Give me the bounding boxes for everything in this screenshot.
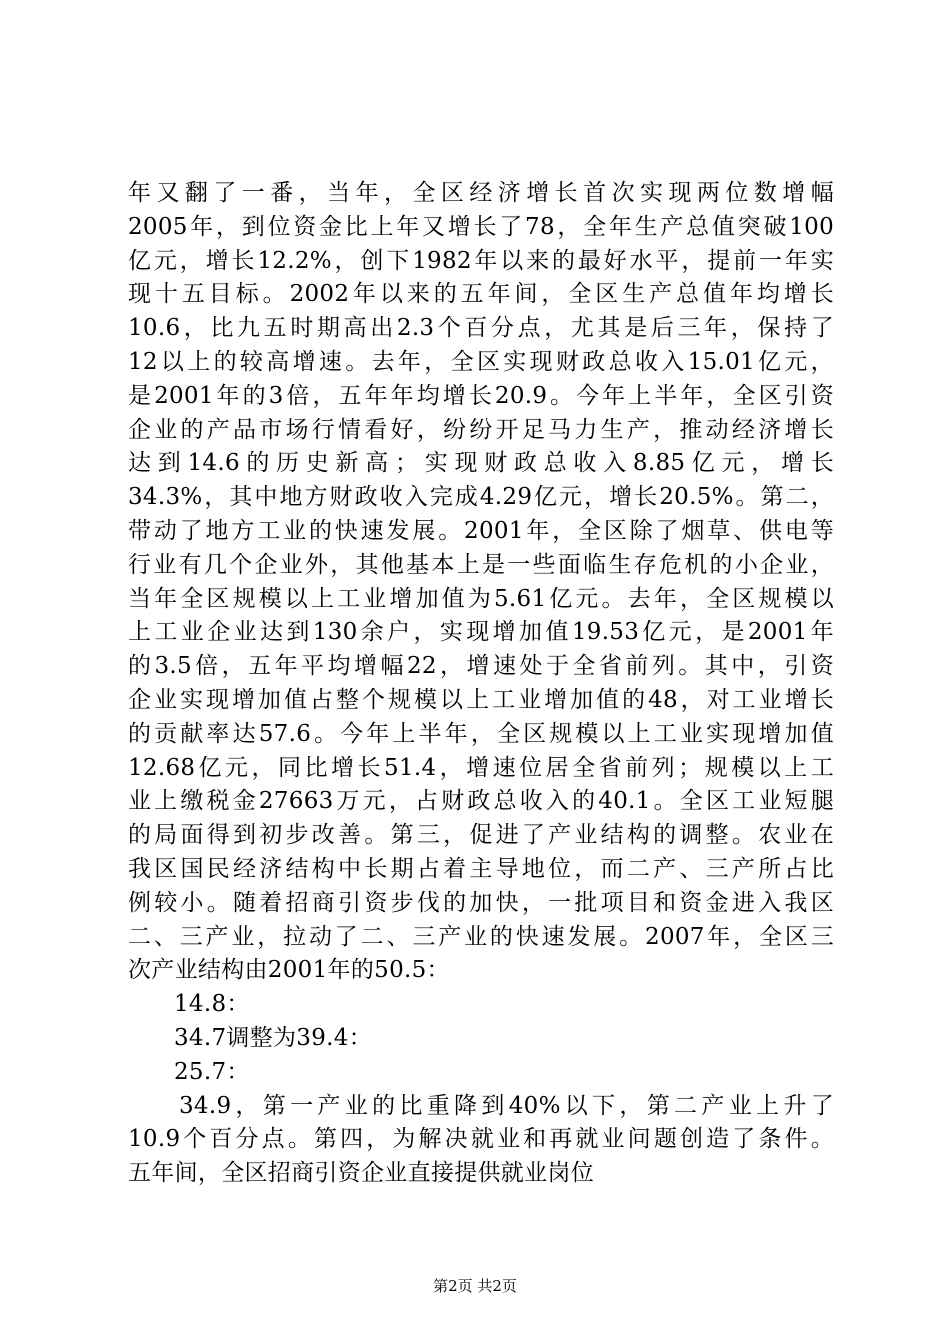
body-text — [128, 177, 834, 1191]
text-line: 带动了地方工业的快速发展。2001年，全区除了烟草、供电等 — [128, 517, 834, 544]
text-line: 上工业企业达到130余户，实现增加值19.53亿元，是2001年 — [128, 619, 834, 646]
text-line: 行业有几个企业外，其他基本上是一些面临生存危机的小企业， — [128, 551, 834, 578]
text-line: 34.9，第一产业的比重降到40%以下，第二产业上升了 — [179, 1092, 834, 1119]
text-line: 当年全区规模以上工业增加值为5.61亿元。去年，全区规模以 — [128, 585, 834, 612]
text-line: 的局面得到初步改善。第三，促进了产业结构的调整。农业在 — [128, 822, 834, 849]
text-line: 我区国民经济结构中长期占着主导地位，而二产、三产所占比 — [128, 855, 834, 882]
text-line: 达到14.6的历史新高；实现财政总收入8.85亿元，增长 — [128, 450, 834, 477]
text-line: 25.7： — [174, 1058, 250, 1085]
text-line: 企业实现增加值占整个规模以上工业增加值的48，对工业增长 — [128, 686, 834, 713]
text-line: 亿元，增长12.2%，创下1982年以来的最好水平，提前一年实 — [128, 247, 834, 274]
text-line: 次产业结构由2001年的50.5： — [128, 957, 450, 984]
text-line: 34.3%，其中地方财政收入完成4.29亿元，增长20.5%。第二， — [128, 484, 834, 511]
text-line: 12以上的较高增速。去年，全区实现财政总收入15.01亿元， — [128, 348, 834, 375]
text-line: 五年间，全区招商引资企业直接提供就业岗位 — [128, 1160, 594, 1187]
text-line: 的贡献率达57.6。今年上半年，全区规模以上工业实现增加值 — [128, 720, 834, 747]
text-line: 10.6，比九五时期高出2.3个百分点，尤其是后三年，保持了 — [128, 315, 834, 342]
text-line: 14.8： — [174, 991, 250, 1018]
text-line: 12.68亿元，同比增长51.4，增速位居全省前列；规模以上工 — [128, 754, 834, 781]
text-line: 2005年，到位资金比上年又增长了78，全年生产总值突破100 — [128, 213, 834, 240]
text-line: 现十五目标。2002年以来的五年间，全区生产总值年均增长 — [128, 281, 834, 308]
page-footer: 第2页 共2页 — [433, 1277, 517, 1295]
text-line: 10.9个百分点。第四，为解决就业和再就业问题创造了条件。 — [128, 1126, 834, 1153]
text-line: 年又翻了一番，当年，全区经济增长首次实现两位数增幅 — [128, 180, 834, 206]
text-line: 的3.5倍，五年平均增幅22，增速处于全省前列。其中，引资 — [128, 653, 834, 680]
text-line: 业上缴税金27663万元，占财政总收入的40.1。全区工业短腿 — [128, 788, 834, 815]
text-line: 企业的产品市场行情看好，纷纷开足马力生产，推动经济增长 — [128, 416, 834, 443]
text-line: 是2001年的3倍，五年年均增长20.9。今年上半年，全区引资 — [128, 382, 834, 409]
text-line: 34.7调整为39.4： — [174, 1024, 373, 1051]
text-line: 例较小。随着招商引资步伐的加快，一批项目和资金进入我区 — [128, 889, 834, 916]
text-line: 二、三产业，拉动了二、三产业的快速发展。2007年，全区三 — [128, 923, 834, 950]
